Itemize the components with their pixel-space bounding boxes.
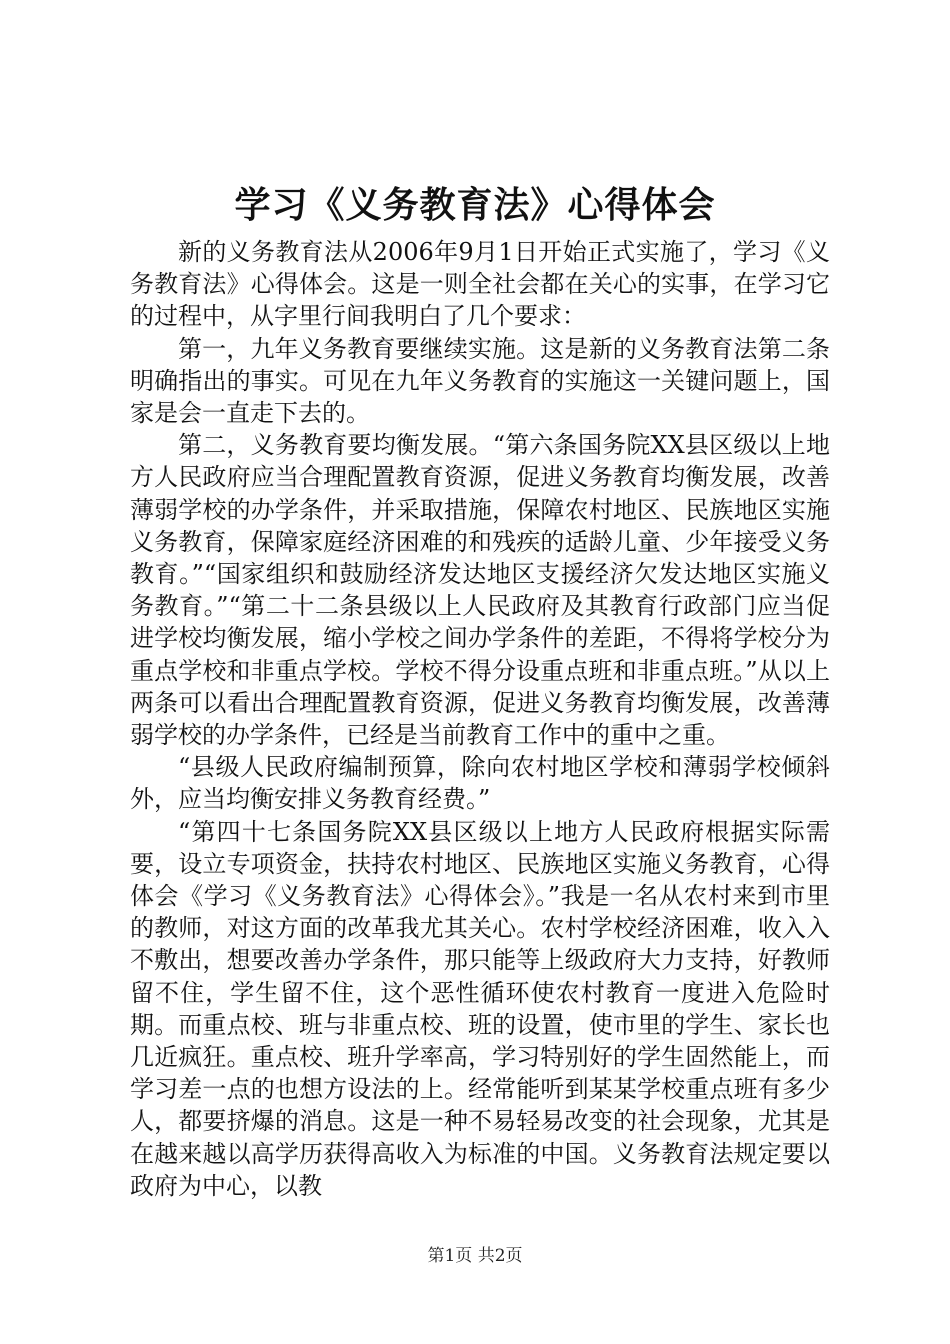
document-body (130, 236, 830, 1202)
document-title: 学习《义务教育法》心得体会 (234, 185, 716, 226)
paragraph-intro: 新的义务教育法从2006年9月1日开始正式实施了，学习《义务教育法》心得体会。这是一则全社会都在关心的实事，在学习它的过程中，从字里行间我明白了几个要求： (130, 238, 830, 331)
paragraph-first-point: 第一，九年义务教育要继续实施。这是新的义务教育法第二条明确指出的事实。可见在九年义务教育的实施这一关键问题上，国家是会一直走下去的。 (130, 334, 830, 428)
page-footer: 第1页 共2页 (427, 1246, 523, 1266)
paragraph-budget-quote: “县级人民政府编制预算，除向农村地区学校和薄弱学校倾斜外，应当均衡安排义务教育经费。” (130, 753, 830, 814)
paragraph-article-47: “第四十七条国务院XX县区级以上地方人民政府根据实际需要，设立专项资金，扶持农村地区、民族地区实施义务教育，心得体会《学习《义务教育法》心得体会》。”我是一名从农村来到市里的教师，对这方面的改革我尤其关心。农村学校经济困难，收入入不敷出，想要改善办学条件，那只能等上级政府大力支持，好教师留不住，学生留不住，这个恶性循环使农村教育一度进入危险时期。而重点校、班与非重点校、班的设置，使市里的学生、家长也几近疯狂。重点校、班升学率高，学习特别好的学生固然能上，而学习差一点的也想方设法的上。经常能听到某某学校重点班有多少人，都要挤爆的消息。这是一种不易轻易改变的社会现象，尤其是在越来越以高学历获得高收入为标准的中国。义务教育法规定要以政府为中心，以教 (130, 817, 830, 1200)
paragraph-second-point: 第二，义务教育要均衡发展。“第六条国务院XX县区级以上地方人民政府应当合理配置教育资源，促进义务教育均衡发展，改善薄弱学校的办学条件，并采取措施，保障农村地区、民族地区实施义务教育，保障家庭经济困难的和残疾的适龄儿童、少年接受义务教育。”“国家组织和鼓励经济发达地区支援经济欠发达地区实施义务教育。”“第二十二条县级以上人民政府及其教育行政部门应当促进学校均衡发展，缩小学校之间办学条件的差距，不得将学校分为重点学校和非重点学校。学校不得分设重点班和非重点班。”从以上两条可以看出合理配置教育资源，促进义务教育均衡发展，改善薄弱学校的办学条件，已经是当前教育工作中的重中之重。 (130, 431, 830, 750)
